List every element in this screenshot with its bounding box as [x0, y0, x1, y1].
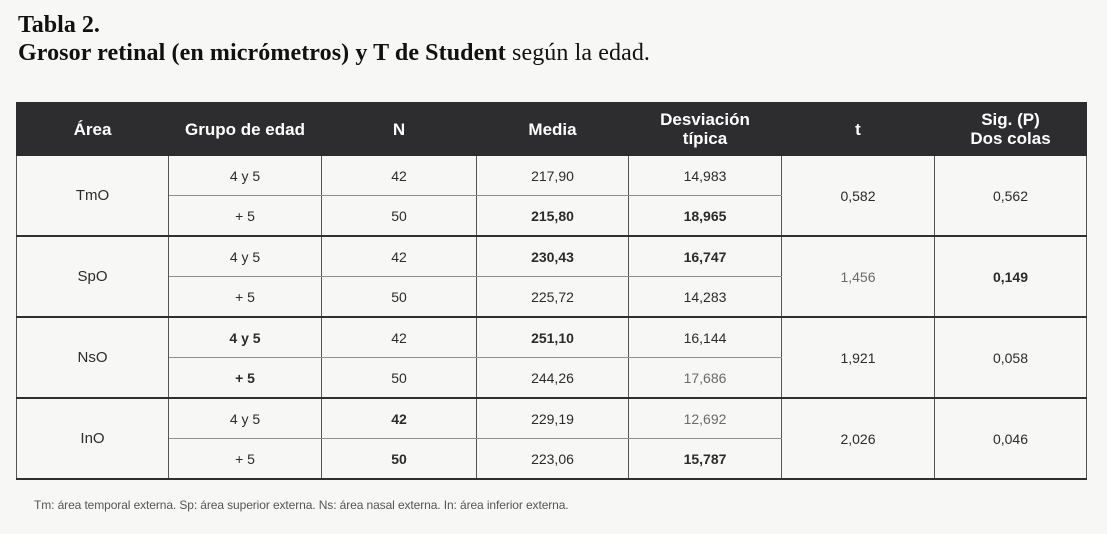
media-cell: 217,90	[477, 156, 629, 196]
n-cell: 50	[322, 439, 477, 480]
header-row	[17, 103, 1087, 156]
header-media: Media	[477, 103, 629, 156]
table-row	[17, 156, 1087, 196]
header-desviacion-line1: Desviación	[660, 110, 750, 129]
header-grupo: Grupo de edad	[169, 103, 322, 156]
header-sig-line1: Sig. (P)	[981, 110, 1040, 129]
t-cell: 1,456	[782, 236, 935, 317]
table-container	[16, 102, 1086, 480]
table-row	[17, 398, 1087, 439]
grupo-cell: + 5	[169, 196, 322, 237]
media-cell: 230,43	[477, 236, 629, 277]
sig-cell: 0,058	[935, 317, 1087, 398]
grupo-cell: 4 y 5	[169, 398, 322, 439]
sig-cell: 0,046	[935, 398, 1087, 479]
n-cell: 42	[322, 398, 477, 439]
sig-cell: 0,562	[935, 156, 1087, 237]
n-cell: 42	[322, 156, 477, 196]
media-cell: 215,80	[477, 196, 629, 237]
grupo-cell: + 5	[169, 439, 322, 480]
desv-cell: 15,787	[629, 439, 782, 480]
t-cell: 1,921	[782, 317, 935, 398]
grupo-cell: + 5	[169, 358, 322, 399]
header-desviacion	[629, 103, 782, 156]
grupo-cell: 4 y 5	[169, 236, 322, 277]
table-row	[17, 317, 1087, 358]
desv-cell: 16,747	[629, 236, 782, 277]
table-label: Tabla 2.	[18, 12, 100, 38]
table-title-rest: según la edad.	[505, 40, 651, 66]
media-cell: 223,06	[477, 439, 629, 480]
media-cell: 244,26	[477, 358, 629, 399]
table-title	[18, 39, 650, 67]
area-cell: SpO	[17, 236, 169, 317]
header-area: Área	[17, 103, 169, 156]
t-cell: 2,026	[782, 398, 935, 479]
sig-cell: 0,149	[935, 236, 1087, 317]
table-row	[17, 236, 1087, 277]
grupo-cell: 4 y 5	[169, 156, 322, 196]
header-sig-line2: Dos colas	[970, 129, 1051, 148]
table-body	[17, 156, 1087, 480]
header-desviacion-line2: típica	[682, 129, 728, 148]
header-sig	[935, 103, 1087, 156]
desv-cell: 16,144	[629, 317, 782, 358]
desv-cell: 18,965	[629, 196, 782, 237]
media-cell: 251,10	[477, 317, 629, 358]
table-caption	[18, 11, 650, 67]
area-cell: NsO	[17, 317, 169, 398]
n-cell: 50	[322, 277, 477, 318]
desv-cell: 14,983	[629, 156, 782, 196]
media-cell: 229,19	[477, 398, 629, 439]
table-footnote: Tm: área temporal externa. Sp: área superior externa. Ns: área nasal externa. In: área inferior externa.	[34, 498, 569, 512]
t-cell: 0,582	[782, 156, 935, 237]
desv-cell: 14,283	[629, 277, 782, 318]
media-cell: 225,72	[477, 277, 629, 318]
n-cell: 42	[322, 317, 477, 358]
grupo-cell: + 5	[169, 277, 322, 318]
n-cell: 50	[322, 358, 477, 399]
grupo-cell: 4 y 5	[169, 317, 322, 358]
desv-cell: 12,692	[629, 398, 782, 439]
header-t: t	[782, 103, 935, 156]
table-title-main: Grosor retinal (en micrómetros) y T de Student	[18, 40, 506, 66]
area-cell: InO	[17, 398, 169, 479]
header-n: N	[322, 103, 477, 156]
area-cell: TmO	[17, 156, 169, 237]
desv-cell: 17,686	[629, 358, 782, 399]
n-cell: 50	[322, 196, 477, 237]
retinal-thickness-table	[16, 102, 1087, 480]
n-cell: 42	[322, 236, 477, 277]
